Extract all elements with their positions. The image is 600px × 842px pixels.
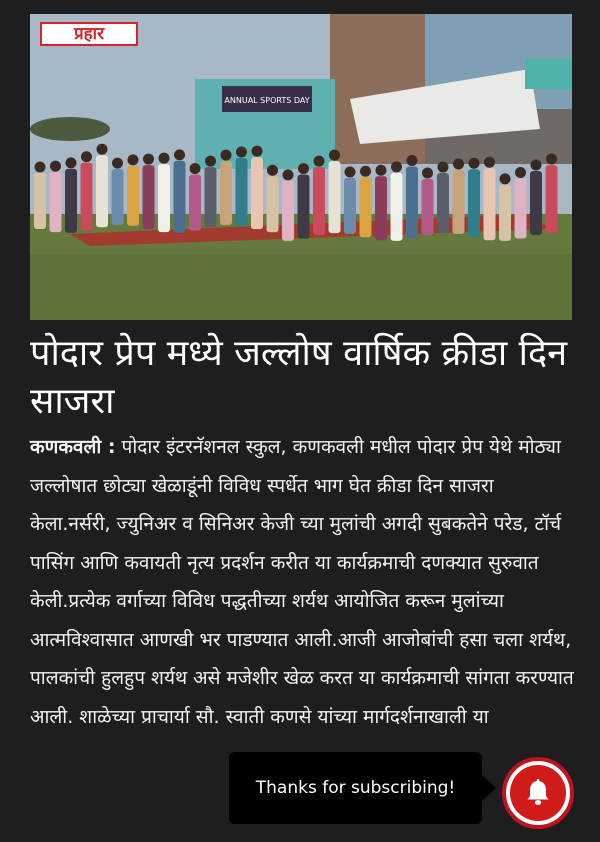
person-figure [453,170,465,234]
prahaar-logo: प्रहार [40,22,138,46]
person-figure [127,166,139,226]
article-headline: पोदार प्रेप मध्ये जल्लोष वार्षिक क्रीडा दिन साजरा [30,333,568,422]
article-dateline: कणकवली : [30,436,116,458]
person-head [112,158,123,169]
person-head [66,157,77,168]
person-figure [50,172,62,232]
person-head [298,163,309,174]
person-figure [174,161,186,233]
person-figure [189,175,201,231]
person-head [143,154,154,165]
bell-button-face [510,765,566,821]
toast-message: Thanks for subscribing! [255,778,456,798]
person-head [515,167,526,178]
subscribe-toast [229,752,482,824]
toast-pointer [482,775,496,801]
group-of-people [30,144,572,241]
person-figure [484,168,496,240]
person-head [190,163,201,174]
person-figure [96,155,108,227]
person-figure [205,167,217,227]
person-head [159,153,170,164]
person-head [438,162,449,173]
person-figure [282,181,294,241]
article-photo [30,14,572,320]
person-figure [313,167,325,235]
person-head [484,157,495,168]
person-head [360,166,371,177]
person-figure [375,176,387,240]
person-head [267,165,278,176]
sports-day-photo [30,14,572,320]
person-head [221,150,232,161]
person-figure [360,177,372,237]
person-head [329,150,340,161]
person-figure [112,169,124,225]
person-head [252,146,263,157]
person-head [546,154,557,165]
person-figure [329,161,341,233]
person-head [97,144,108,155]
person-figure [81,163,93,231]
person-figure [143,165,155,229]
person-figure [391,173,403,241]
person-head [205,156,216,167]
person-figure [437,173,449,233]
person-head [314,156,325,167]
person-head [128,154,139,165]
person-figure [236,158,248,226]
person-figure [34,173,46,229]
person-figure [515,178,527,238]
person-head [531,159,542,170]
person-head [391,161,402,172]
person-head [50,161,61,172]
person-figure [251,157,263,229]
person-figure [220,161,232,225]
person-head [345,166,356,177]
svg-text:ANNUAL SPORTS DAY: ANNUAL SPORTS DAY [224,96,310,105]
article-body [30,428,575,736]
person-figure [158,164,170,232]
person-head [453,159,464,170]
person-head [35,162,46,173]
person-figure [406,167,418,239]
person-figure [65,169,77,233]
person-figure [298,175,310,239]
article-body-text: पोदार इंटरनॅशनल स्कुल, कणकवली मधील पोदार प्रेप येथे मोठ्या जल्लोषात छोट्या खेळाडूंनी विविध स्पर्धेत भाग घेत क्रीडा दिन साजरा केला.नर्सरी, ज्युनिअर व सिनिअर केजी च्या मुलांची अगदी सुबकतेने परेड, टॉर्च पासिंग आणि कवायती नृत्य प्रदर्शन करीत या कार्यक्रमाची दणक्यात सुरुवात केली.प्रत्येक वर्गाच्या विविध पद्धतीच्या शर्यथ आयोजित करून मुलांच्या आत्मविश्वासात आणखी भर पाडण्यात आली.आजी आजोबांची हसा चला शर्यथ, पालकांची हुलहुप शर्यथ असे मजेशीर खेळ करत या कार्यक्रमाची सांगता करण्यात आली. शाळेच्या प्राचार्या सौ. स्वाती कणसे यांच्या मार्गदर्शनाखाली या [30,436,574,728]
person-figure [546,165,558,233]
notification-bell-button[interactable] [502,757,574,829]
person-figure [468,169,480,237]
person-head [376,165,387,176]
person-head [500,173,511,184]
trees [30,117,110,141]
bell-icon [523,778,553,808]
person-head [407,155,418,166]
person-head [81,151,92,162]
person-figure [267,176,279,232]
person-head [469,158,480,169]
person-head [236,146,247,157]
person-figure [530,171,542,235]
person-head [283,169,294,180]
person-head [422,168,433,179]
person-figure [422,179,434,235]
person-figure [499,185,511,241]
person-figure [344,178,356,234]
person-head [174,149,185,160]
flag-cloth [525,59,572,89]
